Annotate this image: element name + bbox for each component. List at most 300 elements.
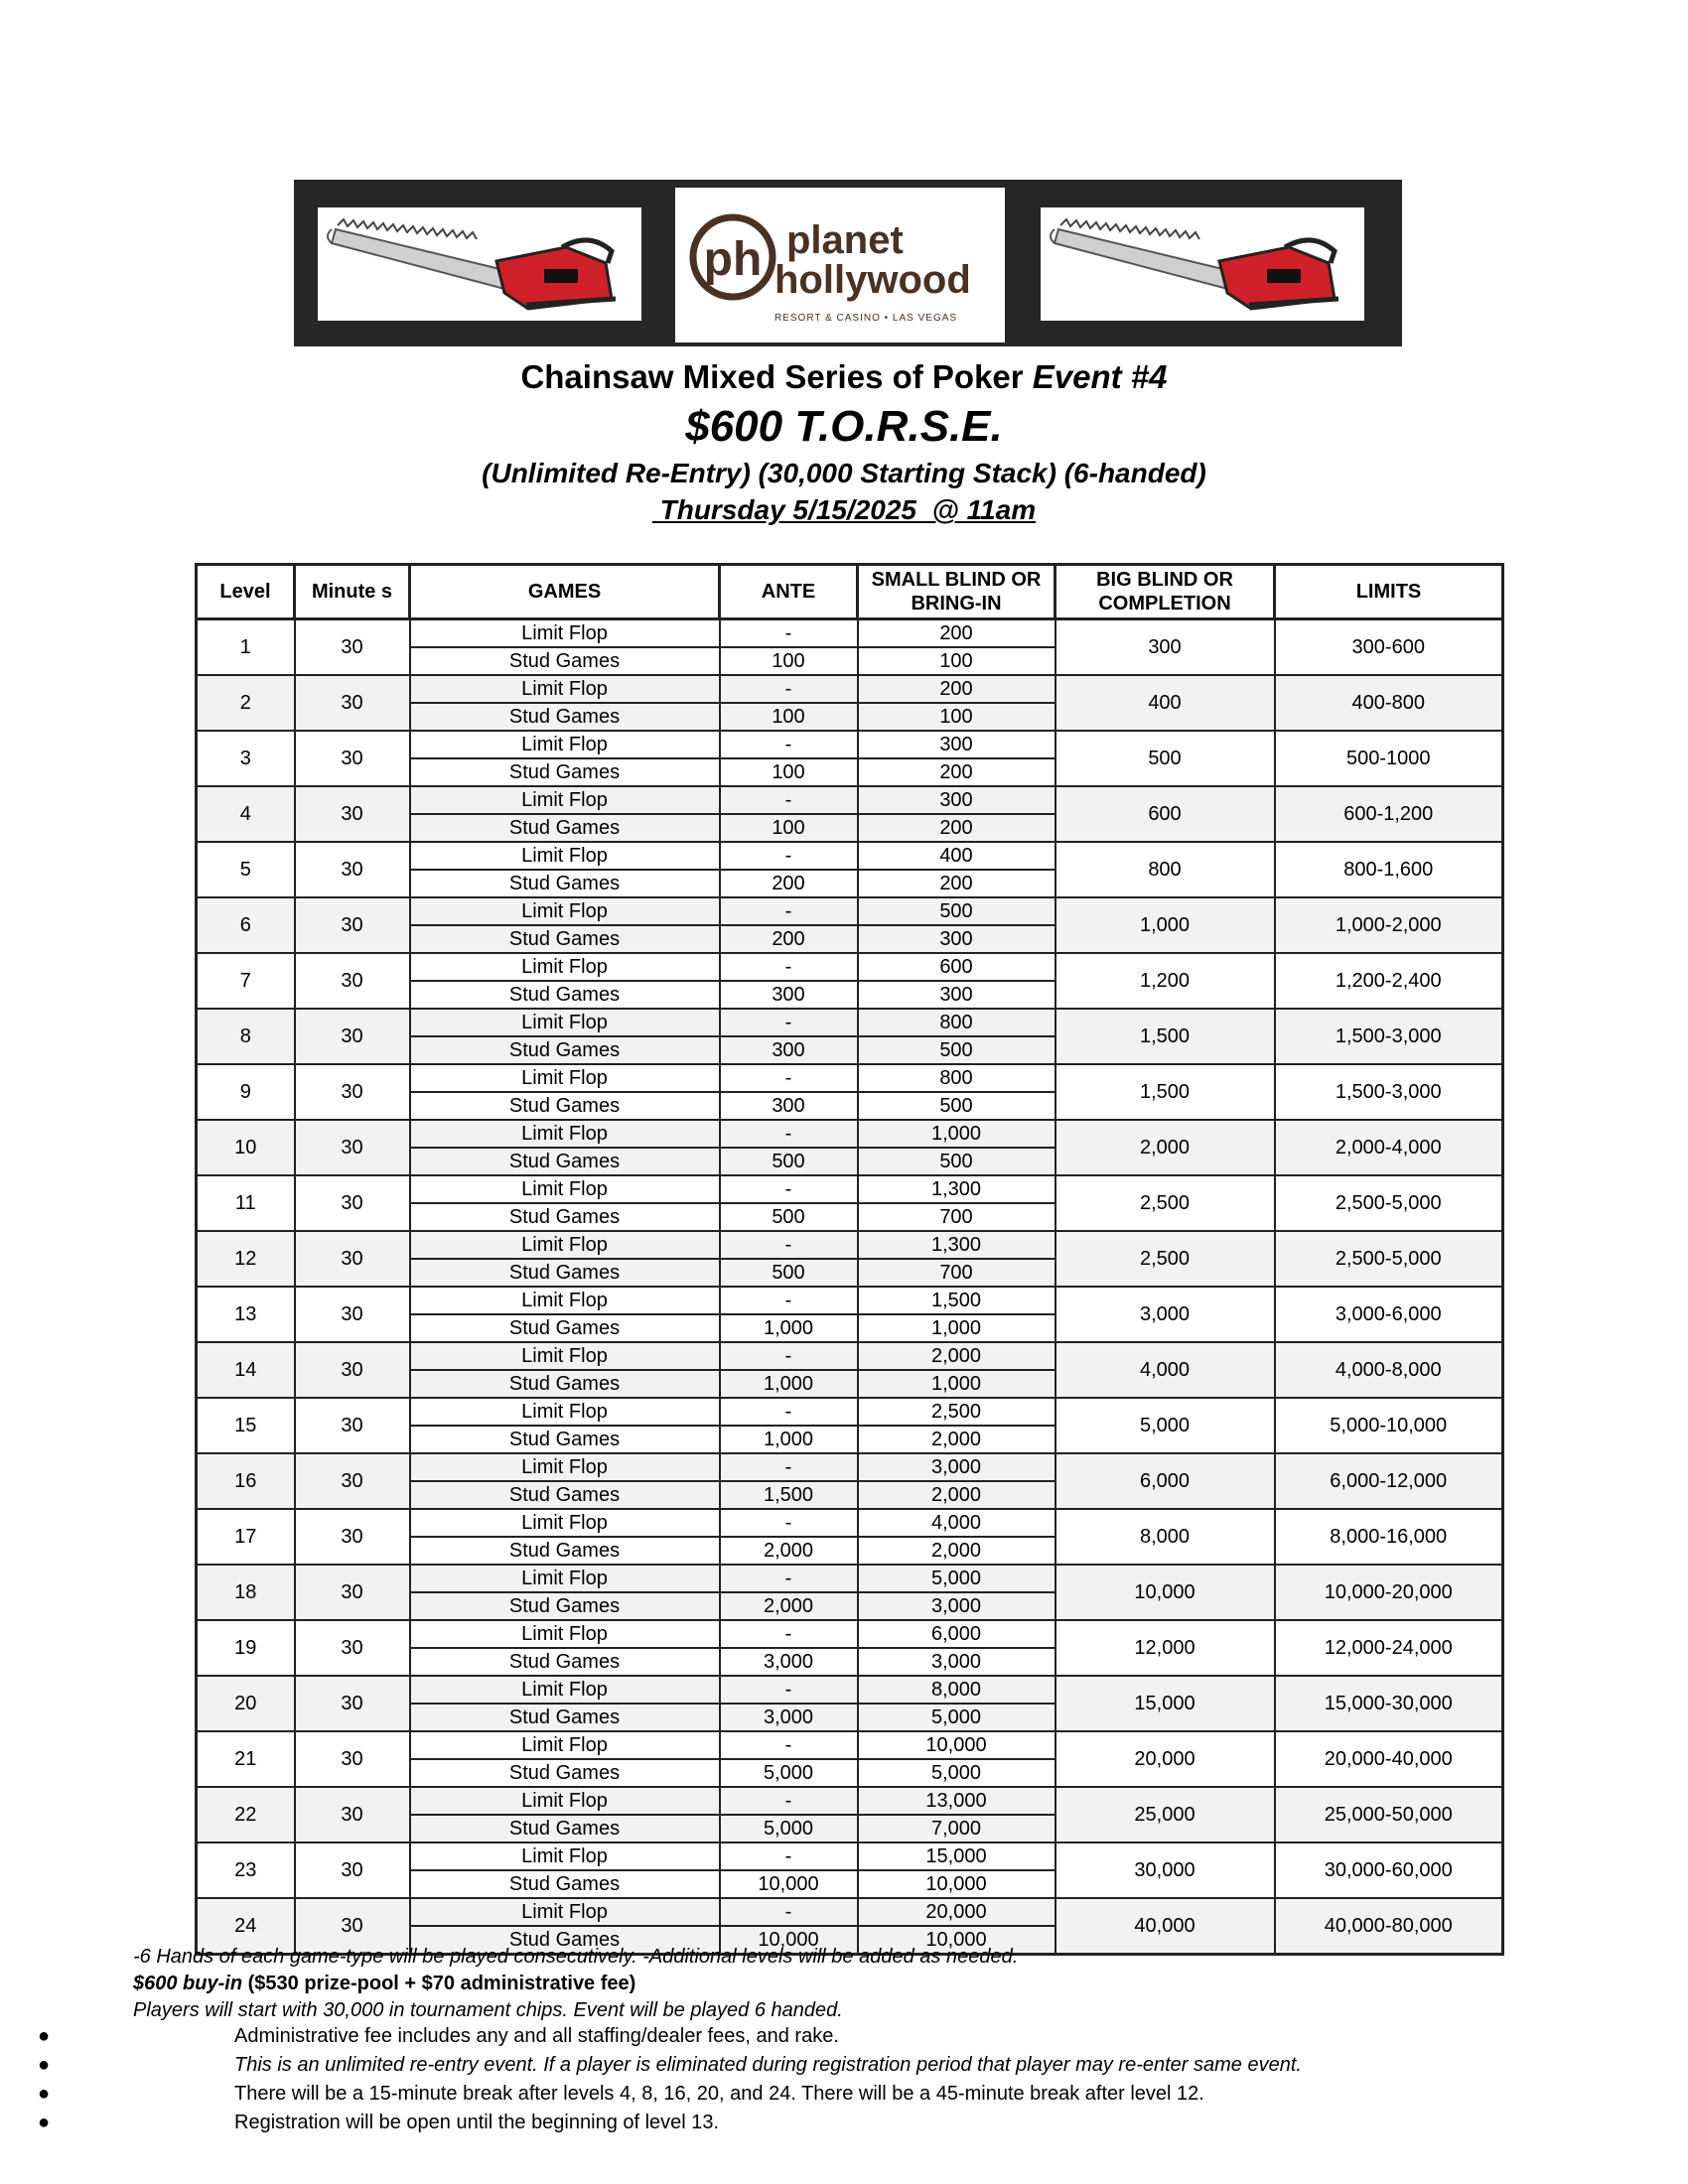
cell-small-blind xyxy=(858,1175,1055,1231)
cell-ante xyxy=(720,1342,858,1398)
cell-ante xyxy=(720,1064,858,1120)
ante-stud: 1,000 xyxy=(763,1317,814,1339)
cell-minutes: 30 xyxy=(295,1009,410,1064)
game-stud: Stud Games xyxy=(508,1206,621,1228)
bring-in-stud: 10,000 xyxy=(925,1929,987,1951)
planet-hollywood-logo xyxy=(675,188,1005,342)
cell-level: 8 xyxy=(197,1009,295,1064)
rule-text: Administrative fee includes any and all staffing/dealer fees, and rake. xyxy=(234,2025,839,2047)
game-stud: Stud Games xyxy=(508,1039,621,1061)
cell-big-blind: 1,500 xyxy=(1055,1009,1275,1064)
cell-games xyxy=(410,1509,720,1565)
game-stud: Stud Games xyxy=(508,761,621,783)
cell-small-blind xyxy=(858,1342,1055,1398)
game-limit-flop: Limit Flop xyxy=(411,1566,719,1593)
cell-level: 17 xyxy=(197,1509,295,1565)
structure-table xyxy=(195,563,1504,1956)
cell-minutes: 30 xyxy=(295,1509,410,1565)
cell-level: 19 xyxy=(197,1620,295,1676)
cell-games xyxy=(410,1676,720,1731)
rules-list xyxy=(30,2022,1658,2137)
ante-flop: - xyxy=(721,1232,857,1260)
game-stud: Stud Games xyxy=(508,1151,621,1172)
cell-big-blind: 25,000 xyxy=(1055,1787,1275,1843)
small-blind-flop: 500 xyxy=(859,898,1055,926)
cell-level: 21 xyxy=(197,1731,295,1787)
table-row xyxy=(197,1676,1503,1731)
cell-ante xyxy=(720,1287,858,1342)
cell-small-blind xyxy=(858,1398,1055,1453)
game-stud: Stud Games xyxy=(508,1818,621,1840)
bring-in-stud: 5,000 xyxy=(930,1762,982,1784)
cell-minutes: 30 xyxy=(295,953,410,1009)
cell-games xyxy=(410,842,720,897)
bullet-icon: ● xyxy=(38,2054,51,2076)
ante-flop: - xyxy=(721,1732,857,1760)
bring-in-stud: 200 xyxy=(939,761,973,783)
ante-stud: 5,000 xyxy=(763,1818,814,1840)
rule-text: There will be a 15-minute break after levels 4, 8, 16, 20, and 24. There will be a 45-minute break after level 12. xyxy=(234,2083,1204,2105)
bring-in-stud: 1,000 xyxy=(930,1317,982,1339)
bring-in-stud: 700 xyxy=(939,1262,973,1284)
ante-stud: 500 xyxy=(772,1262,805,1284)
ante-stud: 100 xyxy=(772,817,805,839)
cell-limits: 6,000-12,000 xyxy=(1275,1453,1503,1509)
cell-ante xyxy=(720,1843,858,1898)
rule-text: Registration will be open until the beginning of level 13. xyxy=(234,2112,720,2133)
table-row xyxy=(197,1342,1503,1398)
event-details: (Unlimited Re-Entry) (30,000 Starting Stack) (6-handed) xyxy=(482,458,1206,488)
game-stud: Stud Games xyxy=(508,1929,621,1951)
cell-limits: 400-800 xyxy=(1275,675,1503,731)
bring-in-stud: 1,000 xyxy=(930,1373,982,1395)
table-row xyxy=(197,1509,1503,1565)
cell-limits: 12,000-24,000 xyxy=(1275,1620,1503,1676)
cell-big-blind: 30,000 xyxy=(1055,1843,1275,1898)
ante-stud: 200 xyxy=(772,873,805,894)
cell-small-blind xyxy=(858,1009,1055,1064)
cell-big-blind: 2,000 xyxy=(1055,1120,1275,1175)
ante-flop: - xyxy=(721,1566,857,1593)
cell-games xyxy=(410,1009,720,1064)
cell-limits: 20,000-40,000 xyxy=(1275,1731,1503,1787)
cell-minutes: 30 xyxy=(295,842,410,897)
cell-minutes: 30 xyxy=(295,1676,410,1731)
bring-in-stud: 300 xyxy=(939,984,973,1006)
ante-flop: - xyxy=(721,1788,857,1816)
cell-minutes: 30 xyxy=(295,1287,410,1342)
table-row xyxy=(197,731,1503,786)
cell-ante xyxy=(720,897,858,953)
ante-flop: - xyxy=(721,1399,857,1427)
cell-limits: 30,000-60,000 xyxy=(1275,1843,1503,1898)
header-limits: LIMITS xyxy=(1275,565,1503,619)
table-row xyxy=(197,842,1503,897)
small-blind-flop: 20,000 xyxy=(859,1899,1055,1927)
rule-text: This is an unlimited re-entry event. If a player is eliminated during registration period that player may re-enter same event. xyxy=(234,2054,1302,2076)
small-blind-flop: 800 xyxy=(859,1065,1055,1093)
bring-in-stud: 10,000 xyxy=(925,1873,987,1895)
cell-big-blind: 15,000 xyxy=(1055,1676,1275,1731)
game-limit-flop: Limit Flop xyxy=(411,1510,719,1538)
cell-ante xyxy=(720,1509,858,1565)
bring-in-stud: 2,000 xyxy=(930,1484,982,1506)
game-limit-flop: Limit Flop xyxy=(411,1732,719,1760)
cell-minutes: 30 xyxy=(295,1398,410,1453)
cell-limits: 1,500-3,000 xyxy=(1275,1064,1503,1120)
game-limit-flop: Limit Flop xyxy=(411,1454,719,1482)
game-stud: Stud Games xyxy=(508,1540,621,1562)
ante-flop: - xyxy=(721,1343,857,1371)
ante-stud: 3,000 xyxy=(763,1651,814,1673)
cell-limits: 1,500-3,000 xyxy=(1275,1009,1503,1064)
cell-small-blind xyxy=(858,731,1055,786)
header-level: Level xyxy=(197,565,295,619)
cell-level: 18 xyxy=(197,1565,295,1620)
table-row xyxy=(197,953,1503,1009)
note-starting-chips: Players will start with 30,000 in tournament chips. Event will be played 6 handed. xyxy=(133,1999,843,2021)
bring-in-stud: 2,000 xyxy=(930,1429,982,1450)
game-limit-flop: Limit Flop xyxy=(411,676,719,704)
ante-flop: - xyxy=(721,1510,857,1538)
ante-flop: - xyxy=(721,787,857,815)
bring-in-stud: 2,000 xyxy=(930,1540,982,1562)
cell-level: 22 xyxy=(197,1787,295,1843)
bring-in-stud: 3,000 xyxy=(930,1595,982,1617)
table-row xyxy=(197,1398,1503,1453)
ante-stud: 500 xyxy=(772,1151,805,1172)
table-row xyxy=(197,897,1503,953)
cell-big-blind: 2,500 xyxy=(1055,1175,1275,1231)
cell-limits: 25,000-50,000 xyxy=(1275,1787,1503,1843)
cell-ante xyxy=(720,675,858,731)
cell-level: 20 xyxy=(197,1676,295,1731)
ante-flop: - xyxy=(721,1121,857,1149)
game-stud: Stud Games xyxy=(508,650,621,672)
game-stud: Stud Games xyxy=(508,1651,621,1673)
cell-limits: 2,000-4,000 xyxy=(1275,1120,1503,1175)
cell-level: 23 xyxy=(197,1843,295,1898)
ante-flop: - xyxy=(721,732,857,759)
cell-small-blind xyxy=(858,1676,1055,1731)
small-blind-flop: 300 xyxy=(859,732,1055,759)
ante-flop: - xyxy=(721,1454,857,1482)
cell-minutes: 30 xyxy=(295,731,410,786)
cell-limits: 1,000-2,000 xyxy=(1275,897,1503,953)
cell-big-blind: 3,000 xyxy=(1055,1287,1275,1342)
game-stud: Stud Games xyxy=(508,928,621,950)
bring-in-stud: 100 xyxy=(939,706,973,728)
rule-item xyxy=(30,2051,1658,2080)
cell-ante xyxy=(720,731,858,786)
game-stud: Stud Games xyxy=(508,984,621,1006)
ante-stud: 2,000 xyxy=(763,1595,814,1617)
game-limit-flop: Limit Flop xyxy=(411,898,719,926)
small-blind-flop: 8,000 xyxy=(859,1677,1055,1705)
table-row xyxy=(197,1565,1503,1620)
game-limit-flop: Limit Flop xyxy=(411,843,719,871)
cell-level: 16 xyxy=(197,1453,295,1509)
ante-stud: 100 xyxy=(772,706,805,728)
bring-in-stud: 500 xyxy=(939,1095,973,1117)
game-stud: Stud Games xyxy=(508,1762,621,1784)
cell-ante xyxy=(720,1398,858,1453)
ante-stud: 10,000 xyxy=(758,1929,819,1951)
ante-stud: 300 xyxy=(772,984,805,1006)
game-limit-flop: Limit Flop xyxy=(411,620,719,648)
ante-stud: 2,000 xyxy=(763,1540,814,1562)
cell-level: 5 xyxy=(197,842,295,897)
cell-big-blind: 4,000 xyxy=(1055,1342,1275,1398)
cell-minutes: 30 xyxy=(295,1843,410,1898)
cell-level: 14 xyxy=(197,1342,295,1398)
ante-flop: - xyxy=(721,1176,857,1204)
cell-games xyxy=(410,1843,720,1898)
cell-small-blind xyxy=(858,1064,1055,1120)
table-row xyxy=(197,786,1503,842)
cell-small-blind xyxy=(858,1565,1055,1620)
ante-flop: - xyxy=(721,676,857,704)
cell-games xyxy=(410,1787,720,1843)
game-limit-flop: Limit Flop xyxy=(411,1065,719,1093)
cell-minutes: 30 xyxy=(295,1175,410,1231)
cell-big-blind: 6,000 xyxy=(1055,1453,1275,1509)
cell-level: 9 xyxy=(197,1064,295,1120)
game-stud: Stud Games xyxy=(508,817,621,839)
game-stud: Stud Games xyxy=(508,1317,621,1339)
small-blind-flop: 1,500 xyxy=(859,1288,1055,1315)
logo-mark: ph xyxy=(703,233,763,286)
ante-flop: - xyxy=(721,1843,857,1871)
cell-big-blind: 1,000 xyxy=(1055,897,1275,953)
small-blind-flop: 5,000 xyxy=(859,1566,1055,1593)
bring-in-stud: 200 xyxy=(939,873,973,894)
small-blind-flop: 600 xyxy=(859,954,1055,982)
cell-big-blind: 800 xyxy=(1055,842,1275,897)
ante-flop: - xyxy=(721,1677,857,1705)
table-row xyxy=(197,1231,1503,1287)
cell-level: 12 xyxy=(197,1231,295,1287)
cell-games xyxy=(410,1342,720,1398)
cell-level: 7 xyxy=(197,953,295,1009)
note-buyin xyxy=(133,1971,1662,1997)
game-limit-flop: Limit Flop xyxy=(411,1343,719,1371)
ante-flop: - xyxy=(721,620,857,648)
bring-in-stud: 5,000 xyxy=(930,1706,982,1728)
game-limit-flop: Limit Flop xyxy=(411,1621,719,1649)
cell-big-blind: 400 xyxy=(1055,675,1275,731)
cell-limits: 15,000-30,000 xyxy=(1275,1676,1503,1731)
ante-flop: - xyxy=(721,843,857,871)
bring-in-stud: 500 xyxy=(939,1151,973,1172)
ante-stud: 300 xyxy=(772,1039,805,1061)
table-row xyxy=(197,1620,1503,1676)
small-blind-flop: 2,500 xyxy=(859,1399,1055,1427)
ante-stud: 10,000 xyxy=(758,1873,819,1895)
cell-ante xyxy=(720,1787,858,1843)
cell-minutes: 30 xyxy=(295,1565,410,1620)
small-blind-flop: 800 xyxy=(859,1010,1055,1037)
game-stud: Stud Games xyxy=(508,1873,621,1895)
bring-in-stud: 7,000 xyxy=(930,1818,982,1840)
game-stud: Stud Games xyxy=(508,873,621,894)
table-row xyxy=(197,1731,1503,1787)
cell-small-blind xyxy=(858,1120,1055,1175)
cell-big-blind: 1,200 xyxy=(1055,953,1275,1009)
cell-games xyxy=(410,786,720,842)
game-limit-flop: Limit Flop xyxy=(411,732,719,759)
cell-games xyxy=(410,1175,720,1231)
cell-small-blind xyxy=(858,1787,1055,1843)
note-buyin-breakdown: ($530 prize-pool + $70 administrative fee) xyxy=(242,1973,636,1994)
small-blind-flop: 200 xyxy=(859,676,1055,704)
cell-games xyxy=(410,897,720,953)
cell-level: 4 xyxy=(197,786,295,842)
game-limit-flop: Limit Flop xyxy=(411,1232,719,1260)
small-blind-flop: 200 xyxy=(859,620,1055,648)
ante-flop: - xyxy=(721,954,857,982)
cell-games xyxy=(410,953,720,1009)
ante-flop: - xyxy=(721,898,857,926)
note-hands: -6 Hands of each game-type will be played consecutively. -Additional levels will be added as needed. xyxy=(133,1946,1019,1968)
small-blind-flop: 400 xyxy=(859,843,1055,871)
chainsaw-icon xyxy=(1041,207,1364,321)
game-limit-flop: Limit Flop xyxy=(411,1010,719,1037)
table-row xyxy=(197,619,1503,676)
cell-small-blind xyxy=(858,842,1055,897)
logo-tagline: RESORT & CASINO • LAS VEGAS xyxy=(774,313,958,324)
header-games: GAMES xyxy=(410,565,720,619)
ante-flop: - xyxy=(721,1621,857,1649)
small-blind-flop: 6,000 xyxy=(859,1621,1055,1649)
cell-limits: 300-600 xyxy=(1275,619,1503,676)
cell-ante xyxy=(720,1620,858,1676)
bring-in-stud: 100 xyxy=(939,650,973,672)
cell-games xyxy=(410,1565,720,1620)
cell-minutes: 30 xyxy=(295,1064,410,1120)
cell-limits: 2,500-5,000 xyxy=(1275,1175,1503,1231)
cell-games xyxy=(410,1231,720,1287)
cell-big-blind: 2,500 xyxy=(1055,1231,1275,1287)
game-limit-flop: Limit Flop xyxy=(411,1677,719,1705)
cell-games xyxy=(410,1731,720,1787)
game-limit-flop: Limit Flop xyxy=(411,954,719,982)
cell-ante xyxy=(720,1676,858,1731)
ante-stud: 3,000 xyxy=(763,1706,814,1728)
bring-in-stud: 200 xyxy=(939,817,973,839)
rule-item xyxy=(30,2080,1658,2109)
cell-big-blind: 20,000 xyxy=(1055,1731,1275,1787)
small-blind-flop: 4,000 xyxy=(859,1510,1055,1538)
cell-minutes: 30 xyxy=(295,1731,410,1787)
rule-item xyxy=(30,2109,1658,2137)
header-banner xyxy=(294,180,1402,346)
table-row xyxy=(197,1287,1503,1342)
cell-small-blind xyxy=(858,1620,1055,1676)
cell-games xyxy=(410,675,720,731)
cell-minutes: 30 xyxy=(295,1787,410,1843)
small-blind-flop: 1,300 xyxy=(859,1176,1055,1204)
small-blind-flop: 300 xyxy=(859,787,1055,815)
rule-item xyxy=(30,2022,1658,2051)
cell-minutes: 30 xyxy=(295,1453,410,1509)
event-price-name: $600 T.O.R.S.E. xyxy=(685,402,1003,451)
event-date: Thursday 5/15/2025 @ 11am xyxy=(651,494,1037,525)
game-stud: Stud Games xyxy=(508,1484,621,1506)
cell-level: 11 xyxy=(197,1175,295,1231)
cell-small-blind xyxy=(858,1287,1055,1342)
cell-ante xyxy=(720,1565,858,1620)
ante-flop: - xyxy=(721,1288,857,1315)
cell-minutes: 30 xyxy=(295,1620,410,1676)
cell-limits: 8,000-16,000 xyxy=(1275,1509,1503,1565)
game-limit-flop: Limit Flop xyxy=(411,1176,719,1204)
note-buyin-bold: $600 buy-in xyxy=(133,1973,243,1994)
small-blind-flop: 2,000 xyxy=(859,1343,1055,1371)
small-blind-flop: 10,000 xyxy=(859,1732,1055,1760)
cell-level: 15 xyxy=(197,1398,295,1453)
cell-ante xyxy=(720,953,858,1009)
game-limit-flop: Limit Flop xyxy=(411,1121,719,1149)
ante-flop: - xyxy=(721,1065,857,1093)
small-blind-flop: 13,000 xyxy=(859,1788,1055,1816)
small-blind-flop: 1,300 xyxy=(859,1232,1055,1260)
cell-limits: 1,200-2,400 xyxy=(1275,953,1503,1009)
cell-big-blind: 600 xyxy=(1055,786,1275,842)
cell-limits: 2,500-5,000 xyxy=(1275,1231,1503,1287)
ante-stud: 1,000 xyxy=(763,1429,814,1450)
game-stud: Stud Games xyxy=(508,1595,621,1617)
table-row xyxy=(197,675,1503,731)
cell-limits: 4,000-8,000 xyxy=(1275,1342,1503,1398)
bullet-icon: ● xyxy=(38,2112,51,2133)
ante-flop: - xyxy=(721,1010,857,1037)
cell-level: 1 xyxy=(197,619,295,676)
cell-small-blind xyxy=(858,953,1055,1009)
cell-games xyxy=(410,731,720,786)
cell-games xyxy=(410,1064,720,1120)
ante-stud: 5,000 xyxy=(763,1762,814,1784)
table-row xyxy=(197,1009,1503,1064)
cell-minutes: 30 xyxy=(295,619,410,676)
bullet-icon: ● xyxy=(38,2083,51,2105)
cell-level: 3 xyxy=(197,731,295,786)
table-header-row xyxy=(197,565,1503,619)
ante-flop: - xyxy=(721,1899,857,1927)
cell-limits: 800-1,600 xyxy=(1275,842,1503,897)
event-number: Event #4 xyxy=(1032,358,1168,395)
cell-games xyxy=(410,1398,720,1453)
cell-minutes: 30 xyxy=(295,786,410,842)
logo-name-hollywood: hollywood xyxy=(774,258,971,302)
cell-small-blind xyxy=(858,1731,1055,1787)
event-heading xyxy=(0,355,1688,528)
cell-level: 24 xyxy=(197,1898,295,1955)
cell-ante xyxy=(720,786,858,842)
cell-minutes: 30 xyxy=(295,1898,410,1955)
chainsaw-icon xyxy=(318,207,641,321)
chainsaw-image-right xyxy=(1041,207,1364,321)
table-row xyxy=(197,1787,1503,1843)
game-stud: Stud Games xyxy=(508,1262,621,1284)
table-row xyxy=(197,1453,1503,1509)
cell-level: 10 xyxy=(197,1120,295,1175)
cell-big-blind: 12,000 xyxy=(1055,1620,1275,1676)
cell-minutes: 30 xyxy=(295,1342,410,1398)
cell-small-blind xyxy=(858,1453,1055,1509)
cell-small-blind xyxy=(858,786,1055,842)
game-limit-flop: Limit Flop xyxy=(411,1788,719,1816)
